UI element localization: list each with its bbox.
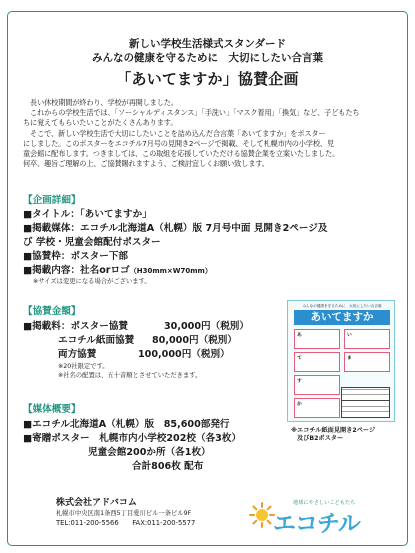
- media-line-paper: ■エコチル北海道A（札幌）版 85,600部発行: [23, 419, 230, 430]
- fee-row-both: 両方協賛: [58, 349, 97, 360]
- intro-text: [23, 98, 393, 169]
- poster-cell-label: す: [297, 379, 302, 384]
- intro-line: そこで、新しい学校生活で大切にしたいことを詰め込んだ合言葉「あいてますか」をポスター: [23, 128, 326, 138]
- poster-cell-a: [294, 329, 340, 349]
- intro-line: 何卒、趣旨ご理解の上、ご協賛賜れますよう、ご検討宜しくお願い致します。: [23, 159, 269, 169]
- details-media: ■掲載媒体：エコチル北海道A（札幌）版 7月号中面 見開き2ページ及: [23, 223, 328, 234]
- poster-caption-top: みんなの健康を守るために 大切にしたい合言葉: [302, 304, 382, 308]
- fees-note-1: ※20社限定です。: [58, 363, 109, 370]
- poster-caption: [291, 427, 375, 443]
- poster-cell-label: あ: [297, 333, 302, 338]
- header-line2: みんなの健康を守るために 大切にしたい合言葉: [92, 52, 323, 64]
- intro-line: これからの学校生活では、「ソーシャルディスタンス」「手洗い」「マスク着用」「換気」など、子どもたち: [23, 108, 360, 118]
- poster-cell-label: ま: [347, 356, 352, 361]
- fee-row-paper: エコチル紙面協賛: [58, 335, 135, 346]
- poster-cell-label: か: [297, 402, 302, 407]
- media-heading: 【媒体概要】: [23, 404, 81, 415]
- poster-cell-ka: [294, 398, 340, 418]
- intro-line: にしました。このポスターをエコチル7月号の見開き2ページで掲載、そして札幌市内の小学校、児: [23, 138, 334, 148]
- details-content: [23, 262, 212, 276]
- company-phone: TEL:011-200-5566 FAX:011-200-5577: [56, 519, 196, 527]
- poster-cell-i: [344, 329, 390, 349]
- fee-price-paper: 80,000円（税別）: [152, 335, 237, 346]
- poster-sponsor-grid: [341, 387, 390, 418]
- details-content-label: ■掲載内容：社名orロゴ: [23, 265, 130, 276]
- poster-cell-label: て: [297, 356, 302, 361]
- ecochil-logo: [243, 496, 393, 537]
- poster-title: あいてますか: [294, 310, 390, 325]
- logo-wordmark: エコチル: [273, 511, 360, 537]
- poster-thumbnail: [287, 300, 395, 422]
- intro-line: ちに覚えてもらいたいことがたくさんあります。: [23, 118, 178, 128]
- details-media-cont: び 学校・児童会館配付ポスター: [23, 237, 161, 248]
- details-title: ■タイトル：「あいてますか」: [23, 209, 152, 220]
- details-slot: ■協賛枠：ポスター下部: [23, 251, 129, 262]
- media-line-total: 合計806枚 配布: [132, 461, 204, 472]
- details-size: （H30mm×W70mm）: [129, 267, 212, 275]
- intro-line: 長い休校期間が終わり、学校が再開しました。: [23, 98, 178, 107]
- header-line1: 新しい学校生活様式スタンダード: [128, 38, 287, 50]
- media-line-poster: ■寄贈ポスター 札幌市内小学校202校（各3枚）: [23, 433, 242, 444]
- poster-caption-line: 及びB2ポスター: [297, 435, 344, 442]
- company-name: 株式会社アドバコム: [56, 498, 137, 508]
- fee-price-poster: 30,000円（税別）: [164, 321, 249, 332]
- poster-cell-te: [294, 352, 340, 372]
- poster-caption-line: ※エコチル紙面見開き2ページ: [291, 427, 376, 434]
- logo-tagline: 地球にやさしいこどもたち: [293, 500, 356, 506]
- poster-cell-label: い: [347, 333, 352, 338]
- details-heading: 【企画詳細】: [23, 195, 81, 206]
- poster-cell-ma: [344, 352, 390, 372]
- fee-price-both: 100,000円（税別）: [138, 349, 230, 360]
- sun-icon: [249, 502, 275, 528]
- poster-cell-su: [294, 375, 340, 395]
- fee-row-poster: ■掲載料：ポスター協賛: [23, 321, 129, 332]
- company-address: 札幌市中央区南1条西5丁目愛川ビル一条ビル9F: [56, 510, 192, 517]
- intro-line: 童会館に配布します。つきましては、この取組を応援していただける協賛企業を立案いたしました。: [23, 149, 340, 159]
- campaign-title: 「あいてますか」協賛企画: [116, 70, 299, 88]
- fees-note-2: ※社名の配置は、五十音順とさせていただきます。: [58, 372, 202, 379]
- details-note: ※サイズは変更になる場合がございます。: [33, 278, 151, 285]
- media-line-halls: 児童会館200か所（各1枚）: [88, 447, 211, 458]
- fees-heading: 【協賛金額】: [23, 306, 81, 317]
